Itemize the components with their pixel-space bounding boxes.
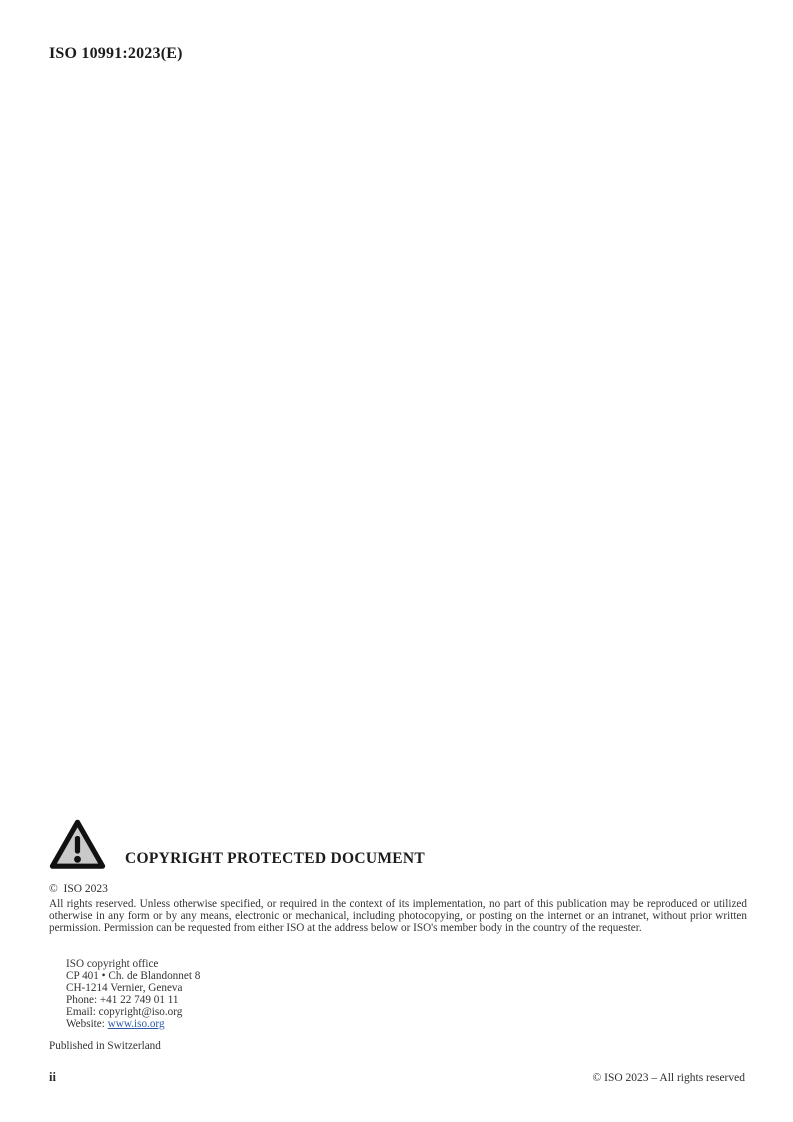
copyright-notice: © ISO 2023: [49, 883, 108, 895]
copyright-body-text: All rights reserved. Unless otherwise specified, or required in the context of its implementation, no part of this publication may be reproduced or utilized otherwise in any form or by any means, electronic or mechanical, including photocopying, or posting on the internet or an intranet, without prior written permission. Permission can be requested from either ISO at the address below or ISO's member body in the country of the requester.: [49, 898, 747, 934]
warning-triangle-icon: [49, 818, 106, 871]
address-line-street: CP 401 • Ch. de Blandonnet 8: [66, 970, 201, 983]
address-line-city: CH-1214 Vernier, Geneva: [66, 982, 183, 995]
website-link[interactable]: www.iso.org: [107, 1018, 165, 1031]
address-line-phone: Phone: +41 22 749 01 11: [66, 994, 179, 1007]
copyright-banner: [49, 818, 425, 871]
address-line-website: [66, 1018, 200, 1030]
published-note: Published in Switzerland: [49, 1040, 161, 1052]
copyright-heading: COPYRIGHT PROTECTED DOCUMENT: [125, 850, 426, 867]
footer-copyright: © ISO 2023 – All rights reserved: [592, 1072, 745, 1084]
website-label: Website:: [66, 1018, 108, 1031]
address-block: [66, 958, 200, 1031]
address-line-email: Email: copyright@iso.org: [66, 1006, 183, 1019]
address-line-office: ISO copyright office: [66, 958, 159, 970]
page-number: ii: [49, 1070, 56, 1084]
document-reference: ISO 10991:2023(E): [49, 45, 183, 62]
